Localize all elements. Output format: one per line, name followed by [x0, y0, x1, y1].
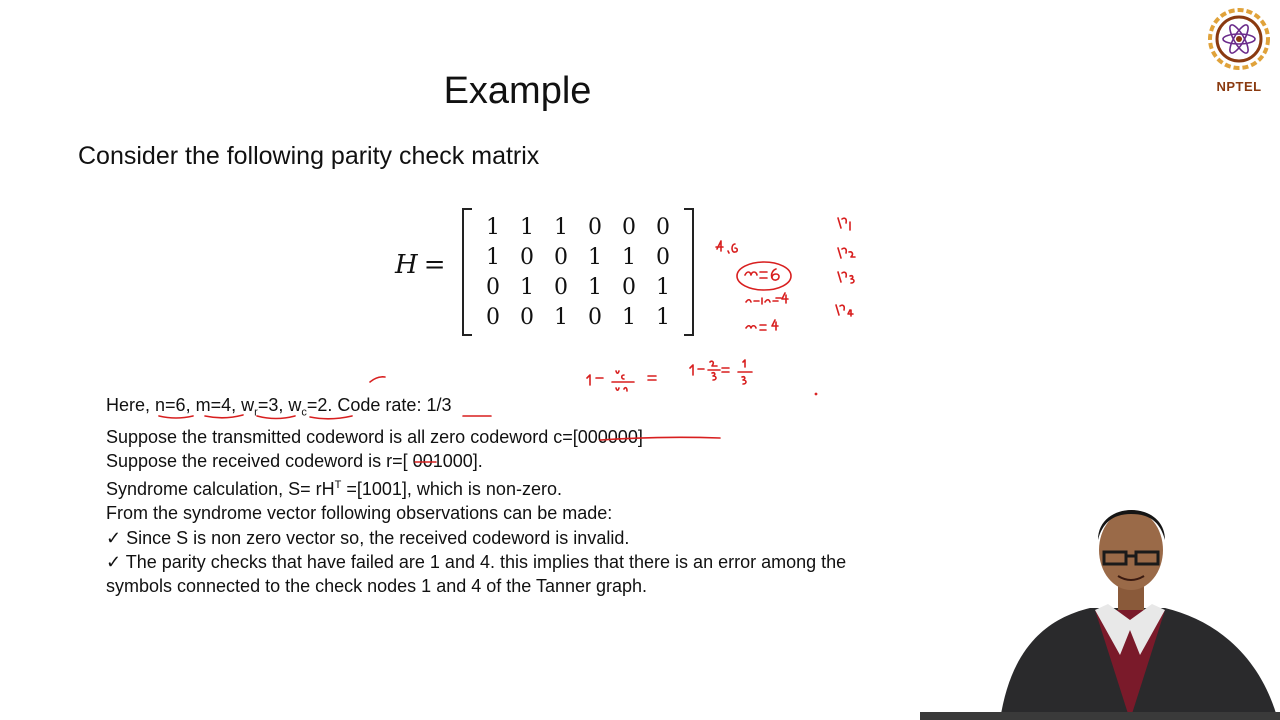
- nptel-emblem-icon: [1205, 6, 1273, 72]
- underline-c: [600, 437, 720, 440]
- underline-m: [205, 415, 243, 418]
- slide-title: Example: [443, 70, 592, 112]
- syndrome-pre: Syndrome calculation, S= rH: [106, 479, 335, 500]
- param-m: m=4: [195, 395, 232, 415]
- transpose-sup: T: [334, 479, 342, 492]
- nptel-logo-text: NPTEL: [1216, 79, 1262, 94]
- ink-dot: [815, 393, 816, 394]
- matrix-cell: 0: [520, 244, 534, 270]
- param-wr-symbol: w: [241, 395, 255, 415]
- ink-rate-formula: [587, 371, 656, 391]
- matrix-cell: 0: [554, 274, 568, 300]
- underline-n: [159, 416, 193, 418]
- ink-n-equals-6: [745, 269, 779, 280]
- transmitted-text: Suppose the transmitted codeword is all zero codeword: [106, 426, 554, 447]
- param-wc-symbol: w: [288, 395, 302, 415]
- circle-n6: [737, 262, 791, 290]
- underline-wc: [310, 416, 352, 419]
- matrix-cell: 0: [486, 274, 500, 300]
- matrix-cell: 0: [588, 304, 602, 330]
- params-prefix: Here,: [106, 395, 156, 415]
- presenter-video: [920, 480, 1280, 720]
- matrix-cell: 0: [622, 274, 636, 300]
- matrix-symbol: H: [395, 250, 418, 280]
- ink-c2: [838, 248, 855, 258]
- param-wr-sub: r: [254, 406, 258, 419]
- matrix-cell: 1: [656, 274, 670, 300]
- matrix-cell: 0: [486, 304, 500, 330]
- ink-tick: [370, 377, 385, 382]
- syndrome-post: =[1001], which is non-zero.: [341, 479, 562, 500]
- matrix-cell: 1: [588, 244, 602, 270]
- matrix-cell: 0: [622, 214, 636, 240]
- matrix-cell: 0: [588, 214, 602, 240]
- ink-rate-result: [690, 360, 752, 384]
- matrix-cell: 1: [520, 274, 534, 300]
- matrix-cell: 0: [554, 244, 568, 270]
- underline-wr: [257, 416, 295, 419]
- param-wc-value: =2: [306, 395, 328, 415]
- ink-c1: [838, 218, 850, 230]
- received-codeword: r=[ 001000]: [386, 451, 478, 471]
- param-sep: ,: [231, 395, 242, 415]
- ink-c3: [838, 272, 854, 283]
- code-rate-label: . Code rate:: [327, 395, 427, 415]
- matrix-cell: 0: [520, 304, 534, 330]
- intro-text: Consider the following parity check matrix: [78, 142, 540, 170]
- received-end: .: [477, 451, 483, 471]
- ink-n-k-4: [746, 293, 788, 304]
- code-rate-value: 1/3: [426, 395, 452, 415]
- param-sep: ,: [185, 395, 196, 415]
- param-sep: ,: [278, 395, 289, 415]
- matrix-cell: 1: [486, 244, 500, 270]
- ink-c4: [836, 305, 853, 316]
- matrix-cell: 0: [656, 214, 670, 240]
- observation-2-cont: symbols connected to the check nodes 1 and 4 of the Tanner graph.: [106, 576, 648, 597]
- observation-1: ✓ Since S is non zero vector so, the received codeword is invalid.: [106, 527, 630, 548]
- matrix-cell: 0: [656, 244, 670, 270]
- nptel-logo: [1205, 6, 1273, 94]
- matrix-cell: 1: [486, 214, 500, 240]
- matrix-cell: 1: [554, 304, 568, 330]
- matrix-cell: 1: [520, 214, 534, 240]
- matrix-equals: =: [423, 250, 446, 280]
- matrix-cell: 1: [622, 304, 636, 330]
- ink-4-6: [716, 241, 737, 253]
- transmitted-codeword: c=[000000]: [553, 426, 643, 447]
- observations-line: From the syndrome vector following observations can be made:: [106, 503, 613, 524]
- matrix-cell: 1: [588, 274, 602, 300]
- matrix-cell: 1: [554, 214, 568, 240]
- param-n: n=6: [155, 395, 186, 415]
- received-text: Suppose the received codeword is: [106, 451, 387, 471]
- ink-m-4: [746, 320, 778, 330]
- matrix-cell: 1: [656, 304, 670, 330]
- param-wc-sub: c: [301, 406, 307, 419]
- matrix-cell: 1: [622, 244, 636, 270]
- observation-2: ✓ The parity checks that have failed are 1 and 4. this implies that there is an error among the: [106, 551, 847, 572]
- param-wr-value: =3: [257, 395, 279, 415]
